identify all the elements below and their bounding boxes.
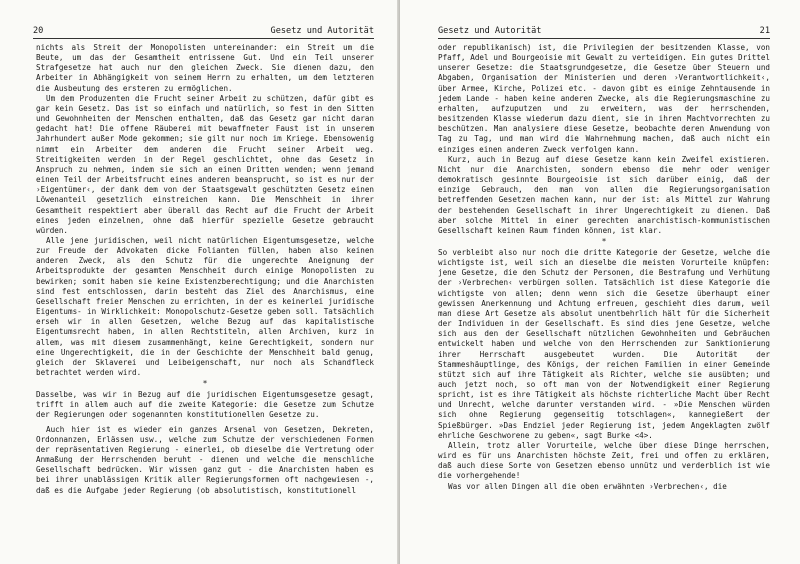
left-page-header bbox=[33, 26, 374, 39]
paragraph: Was vor allen Dingen all die oben erwähnten ›Verbrechen‹, die bbox=[448, 481, 727, 491]
paragraph: Um dem Produzenten die Frucht seiner Arbeit zu schützen, dafür gibt es gar kein Gesetz. Das ist so einfach und natürlich, so fest in den Sitten und Gewohnheiten der Menschen enthalten, daß das Gesetz gar nicht daran gedacht hat! Die offene Räuberei mit bewaffneter Faust ist in unserem Jahrhundert außer Mode gekommen; sie gilt nur noch im Kriege. Ebensowenig nimmt ein Arbeiter dem anderen die Frucht seiner Arbeit weg. Streitigkeiten werden in der Regel geschlichtet, ohne das Gesetz in Anspruch zu nehmen, indem sie sich an einen Dritten wenden; wenn jemand einen Teil der Arbeitsfrucht eines anderen beansprucht, so ist es nur der ›Eigentümer‹, der dank dem von der Staatsgewalt geschützten Gesetz einen Löwenanteil gesetzlich einstreichen kann. Die Menschheit in ihrer Gesamtheit respektiert aber überall das Recht auf die Frucht der Arbeit eines jeden einzelnen, ohne daß hierfür spezielle Gesetze gebraucht würden. bbox=[36, 93, 374, 235]
paragraph: Auch hier ist es wieder ein ganzes Arsenal von Gesetzen, Dekreten, Ordonnanzen, Erlässen usw., welche zum Schutze der verschiedenen Formen der repräsentativen Regierung - einerlei, ob dieselbe die Vertretung oder Anmaßung der Herrschenden beruht - dienen und welche die menschliche Gesellschaft bedrücken. Wir wissen ganz gut - die Anarchisten haben es bei ihrer unablässigen Kritik aller Regierungsformen oft nachgewiesen -, daß es die Aufgabe jeder Regierung (ob absolutistisch, konstitutionell bbox=[36, 424, 374, 495]
right-page-header bbox=[438, 26, 770, 39]
section-separator: * bbox=[202, 379, 208, 389]
right-page bbox=[400, 0, 800, 564]
paragraph: Dasselbe, was wir in Bezug auf die juridischen Eigentumsgesetze gesagt, trifft in allem auch auf die zweite Kategorie: die Gesetze zum Schutze der Regierungen oder sogenannten konstitutionellen Gesetze zu. bbox=[36, 390, 374, 420]
paragraph: Alle jene juridischen, weil nicht natürlichen Eigentumsgesetze, welche zur Freude der Advokaten dicke Folianten füllen, haben also keinen anderen Zweck, als den Schutz für die ungerechte Aneignung der Arbeitsprodukte der gesamten Menschheit durch einige Monopolisten zu bewirken; somit haben sie keine Existenzberechtigung; und die Anarchisten sind fest entschlossen, darin besteht das Ziel des Anarchismus, eine Gesellschaft freier Menschen zu errichten, in der es keinerlei juridische Eigentums- in Wirklichkeit: Monopolschutz-Gesetze geben soll. Tatsächlich erseh wir in allen Gesetzen, welche Bezug auf das kapitalistische Eigentumsrecht haben, in allen Rechtstiteln, allen Archiven, kurz in allem, was mit diesem zusammenhängt, keine Gerechtigkeit, sondern nur eine Ungerechtigkeit, die in der Geschichte der Menschheit bald genug, gleich der Sklaverei und Leibeigenschaft, nur noch als Schandfleck betrachtet werden wird. bbox=[36, 235, 374, 377]
paragraph: So verbleibt also nur noch die dritte Kategorie der Gesetze, welche die wichtigste ist, weil sich an dieselbe die meisten Vorurteile knüpfen: jene Gesetze, die den Schutz der Personen, die Bestrafung und Verhütung der ›Verbrechen‹ verbürgen sollen. Tatsächlich ist diese Kategorie die wichtigste von allen; denn wenn sich die Gesetze überhaupt einer gewissen Anerkennung und Achtung erfreuen, geschieht dies darum, weil man diese Art Gesetze als absolut unentbehrlich hält für die Sicherheit der Individuen in der Gesellschaft. Es sind dies jene Gesetze, welche sich aus den der Gesellschaft nützlichen Gewohnheiten und Gebräuchen entwickelt haben und welche von den Herrschenden zur Sanktionierung ihrer Herrschaft ausgebeutet wurden. Die Autorität der Stammeshäuptlinge, des Königs, der reichen Familien in einer Gemeinde stützt sich auf ihre Tätigkeit als Richter, welche sie ausübten; und auch jetzt noch, so oft man von der Notwendigkeit einer Regierung spricht, ist es ihre Tätigkeit als höchste richterliche Macht über Recht und Unrecht, welche darunter verstanden wird. - »Die Menschen würden sich ohne Regierung gegenseitig totschlagen«, kannegießert der Spießbürger. »Das Endziel jeder Regierung ist, jedem Angeklagten zwölf ehrliche Geschworene zu geben«, sagt Burke <4>. bbox=[438, 247, 770, 440]
right-running-title: Gesetz und Autorität bbox=[438, 26, 542, 36]
paragraph: Allein, trotz aller Vorurteile, welche über diese Dinge herrschen, wird es für uns Anarchisten höchste Zeit, frei und offen zu erklären, daß auch diese Sorte von Gesetzen ebenso unnütz und verderblich ist wie die vorhergehende! bbox=[438, 440, 770, 481]
right-page-body bbox=[438, 43, 770, 492]
paragraph: Kurz, auch in Bezug auf diese Gesetze kann kein Zweifel existieren. Nicht nur die Anarchisten, sondern ebenso die mehr oder weniger demokratisch gesinnte Bourgeoisie ist sich darüber einig, daß der einzige Gebrauch, den man von allen die Regierungsorganisation betreffenden Gesetzen machen kann, nur der ist: als Mittel zur Wahrung der bestehenden Gesellschaft in ihrer Ungerechtigkeit zu dienen. Daß aber solche Mittel in einer gerechten anarchistisch-kommunistischen Gesellschaft keinen Raum finden können, ist klar. bbox=[438, 154, 770, 235]
left-page-body bbox=[36, 43, 374, 496]
right-page-number: 21 bbox=[759, 26, 770, 36]
left-page-number: 20 bbox=[33, 26, 44, 36]
paragraph: oder republikanisch) ist, die Privilegien der besitzenden Klasse, von Pfaff, Adel und Bourgeoisie mit Gewalt zu verteidigen. Ein gutes Drittel unserer Gesetze: die Staatsgrundgesetze, die Gesetze über Steuern und Abgaben, Organisation der Ministerien und deren ›Verantwortlichkeit‹, über Armee, Kirche, Polizei etc. - davon gibt es einige Zehntausende in jedem Lande - haben keine anderen Zwecke, als die Regierungsmaschine zu erhalten, aufzuputzen und zu erweitern, was der herrschenden, besitzenden Klasse wiederum dazu dient, sie in ihren Machtvorrechten zu beschützen. Man analysiere diese Gesetze, beobachte deren Anwendung von Tag zu Tag, und man wird die Wahrnehmung machen, daß auch nicht ein einziges einen anderen Zweck verfolgen kann. bbox=[438, 43, 770, 154]
section-separator: * bbox=[601, 236, 607, 246]
left-running-title: Gesetz und Autorität bbox=[270, 26, 374, 36]
paragraph: nichts als Streit der Monopolisten untereinander: ein Streit um die Beute, um das der Gesamtheit entrissene Gut. Und ein Teil unserer Strafgesetze hat auch nur den gleichen Zweck. Sie dienen dazu, den Arbeiter in Abhängigkeit von seinem Herrn zu erhalten, um dem letzteren die Ausbeutung des ersteren zu ermöglichen. bbox=[36, 43, 374, 93]
